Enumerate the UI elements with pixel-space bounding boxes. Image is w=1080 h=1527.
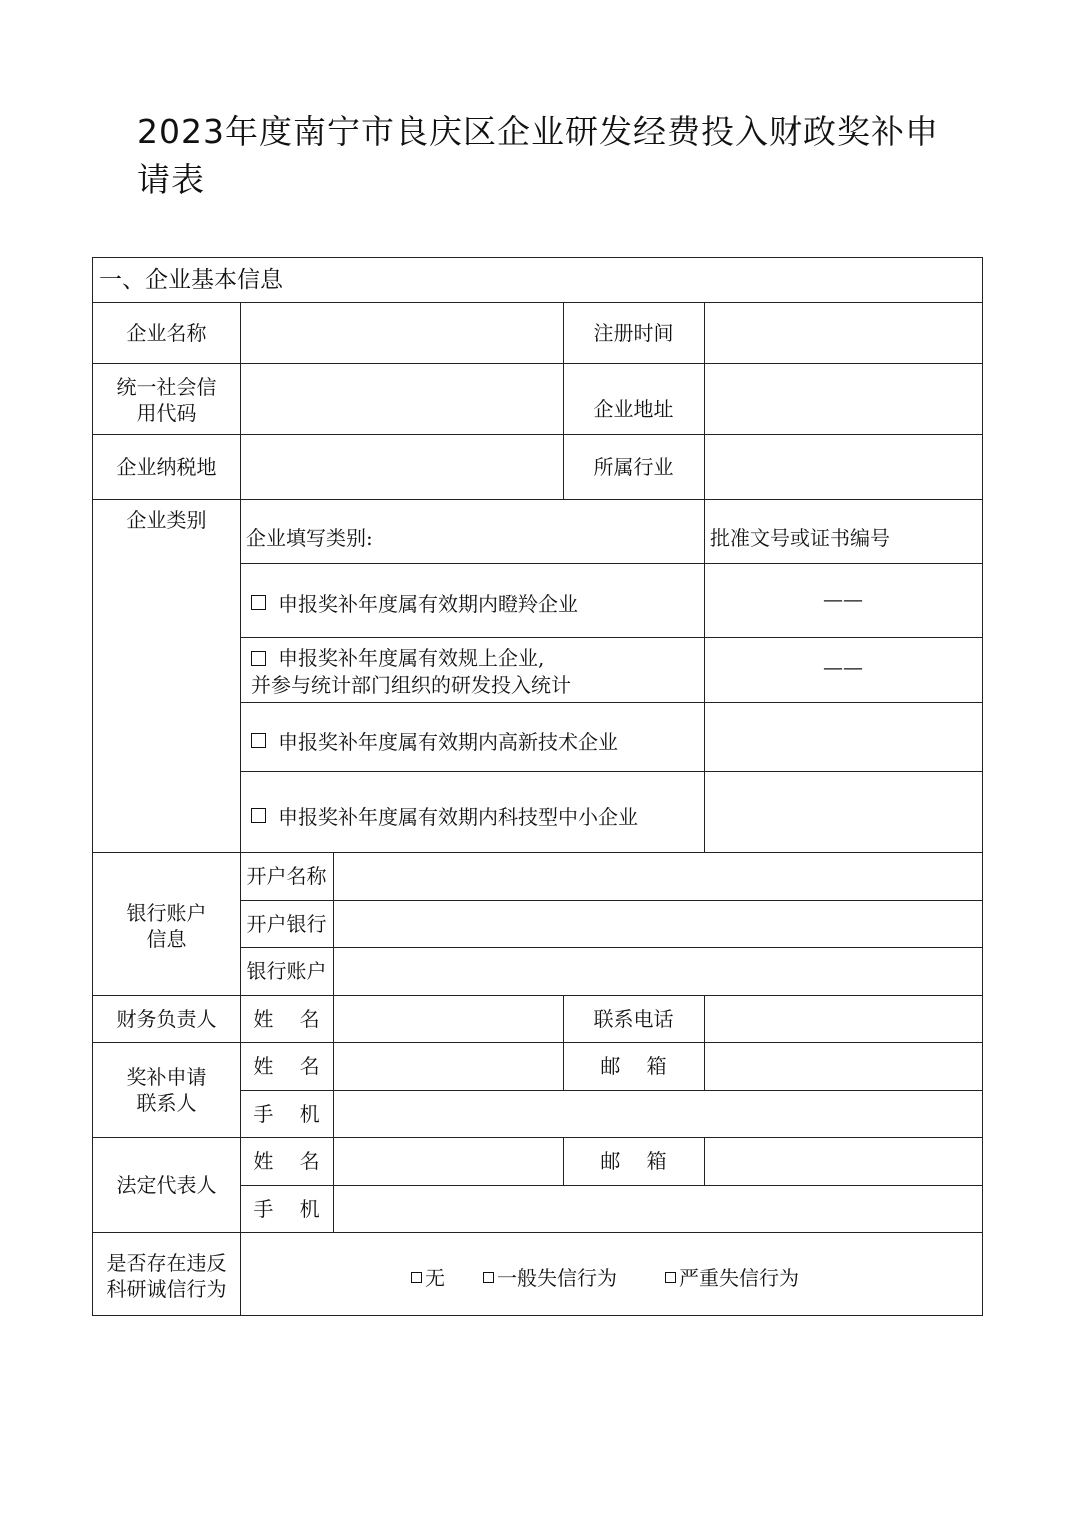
reg-time-label: 注册时间 [593,320,674,345]
legal-email-label: 邮 箱 [600,1149,667,1173]
account-name-label: 开户名称 [246,864,327,888]
misconduct-option-serious[interactable] [665,1262,835,1294]
option-label: 严重失信行为 [679,1266,799,1290]
category-option-label: 申报奖补年度属有效期内瞪羚企业 [278,592,578,616]
contact-name-label: 姓 名 [253,1054,320,1078]
checkbox-icon[interactable] [411,1272,422,1283]
finance-name-field[interactable] [333,995,563,1042]
phone-field[interactable] [704,995,982,1042]
checkbox-icon[interactable] [251,808,266,823]
checkbox-icon[interactable] [251,595,266,610]
bank-account-label: 银行账户 [246,959,327,983]
contact-mobile-field[interactable] [333,1090,982,1137]
bank-name-label: 开户银行 [246,911,327,936]
category-label: 企业类别 [126,508,207,532]
option-label: 一般失信行为 [497,1266,617,1290]
category-option-above-scale[interactable] [251,645,701,699]
legal-name-label: 姓 名 [253,1149,320,1173]
address-label: 企业地址 [593,397,674,421]
category-option-high-tech[interactable] [251,726,701,758]
application-form [92,257,983,1316]
category-option-label: 申报奖补年度属有效期内高新技术企业 [278,730,618,754]
industry-field[interactable] [704,434,982,499]
bank-info-label: 银行账户信息 [126,901,207,951]
section-header: 一、企业基本信息 [99,267,283,293]
option-label: 无 [425,1266,445,1290]
credit-code-label: 统一社会信用代码 [116,375,217,425]
category-option-tech-sme[interactable] [251,801,701,833]
cert-dash: —— [823,587,863,611]
company-name-label: 企业名称 [126,320,207,345]
checkbox-icon[interactable] [251,733,266,748]
bank-name-field[interactable] [333,900,982,947]
address-field[interactable] [704,363,982,434]
legal-mobile-label: 手 机 [253,1196,320,1221]
category-option-gazelle[interactable] [251,588,701,620]
category-option-label-line2: 并参与统计部门组织的研发投入统计 [251,673,571,697]
cert-field[interactable] [704,702,982,771]
contact-mobile-label: 手 机 [253,1101,320,1126]
legal-name-field[interactable] [333,1137,563,1185]
legal-rep-label: 法定代表人 [116,1172,217,1197]
contact-name-field[interactable] [333,1042,563,1090]
tax-place-field[interactable] [240,434,563,499]
company-name-field[interactable] [240,302,563,363]
account-name-field[interactable] [333,852,982,900]
contact-email-field[interactable] [704,1042,982,1090]
category-option-label: 申报奖补年度属有效期内科技型中小企业 [278,805,638,829]
approval-no-label: 批准文号或证书编号 [710,526,890,550]
credit-code-field[interactable] [240,363,563,434]
contact-label: 奖补申请联系人 [126,1065,207,1115]
cert-field[interactable] [704,771,982,852]
tax-place-label: 企业纳税地 [116,454,217,479]
legal-email-field[interactable] [704,1137,982,1185]
category-option-label-line1: 申报奖补年度属有效规上企业, [278,646,545,670]
page-title: 2023年度南宁市良庆区企业研发经费投入财政奖补申请表 [137,112,939,199]
contact-email-label: 邮 箱 [600,1054,667,1078]
checkbox-icon[interactable] [483,1272,494,1283]
finance-head-label: 财务负责人 [116,1006,217,1031]
legal-mobile-field[interactable] [333,1185,982,1232]
cert-dash: —— [823,655,863,679]
finance-name-label: 姓 名 [253,1006,320,1031]
misconduct-option-general[interactable] [483,1262,653,1294]
bank-account-field[interactable] [333,947,982,995]
checkbox-icon[interactable] [251,651,266,666]
industry-label: 所属行业 [593,454,674,479]
checkbox-icon[interactable] [665,1272,676,1283]
reg-time-field[interactable] [704,302,982,363]
phone-label: 联系电话 [593,1006,674,1031]
misconduct-label: 是否存在违反科研诚信行为 [106,1251,227,1301]
fill-category-label: 企业填写类别: [246,526,373,550]
